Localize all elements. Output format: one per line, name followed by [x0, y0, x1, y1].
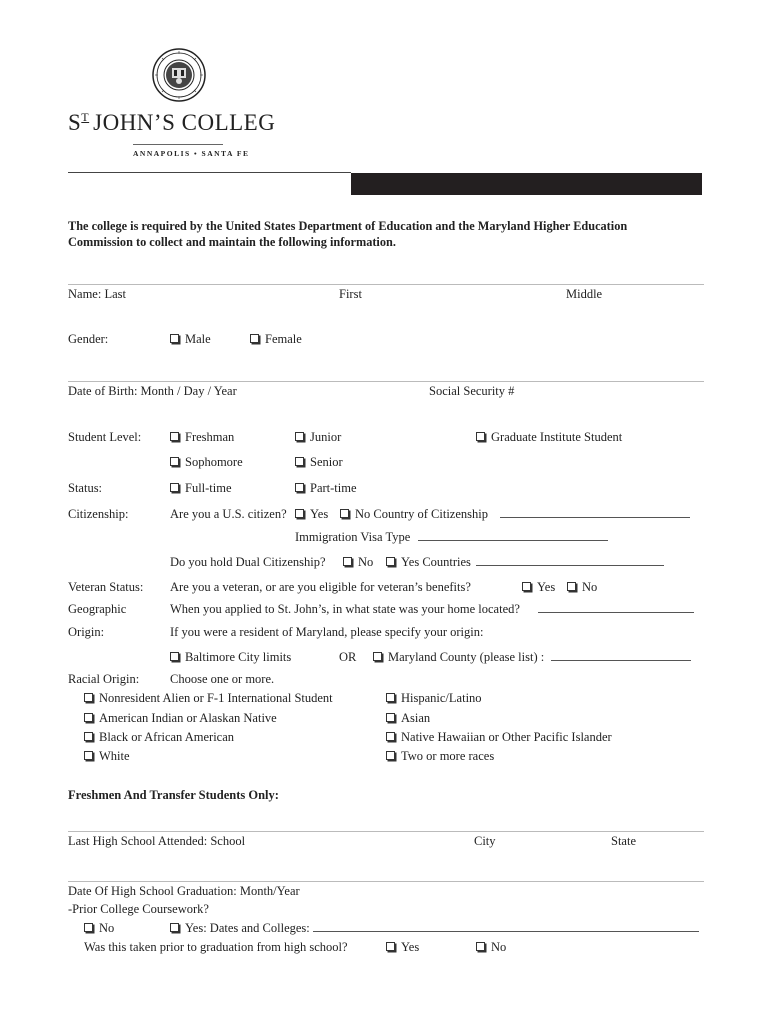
racial-origin-label: Racial Origin: [68, 672, 140, 686]
veteran-question: Are you a veteran, or are you eligible for veteran’s benefits? [170, 580, 471, 594]
school-rule [68, 831, 704, 832]
maryland-county-option[interactable]: Maryland County (please list) : [373, 650, 544, 665]
dual-citizenship-question: Do you hold Dual Citizenship? [170, 555, 326, 569]
name-last-label: Name: Last [68, 287, 126, 301]
level-junior-option[interactable]: Junior [295, 430, 341, 445]
racial-instruction: Choose one or more. [170, 672, 275, 686]
prior-no-option[interactable]: No [84, 921, 114, 936]
race-two-or-more-option[interactable]: Two or more races [386, 749, 494, 764]
checkbox-icon [343, 557, 352, 566]
home-state-question: When you applied to St. John’s, in what state was your home located? [170, 602, 520, 616]
race-american-indian-option[interactable]: American Indian or Alaskan Native [84, 711, 277, 726]
race-hispanic-option[interactable]: Hispanic/Latino [386, 691, 482, 706]
visa-type-field[interactable] [418, 540, 608, 541]
student-level-label: Student Level: [68, 430, 142, 444]
checkbox-icon [522, 582, 531, 591]
prior-yes-option[interactable]: Yes: Dates and Colleges: [170, 921, 310, 936]
level-senior-option[interactable]: Senior [295, 455, 343, 470]
header-bar [351, 173, 702, 195]
campuses: ANNAPOLIS • SANTA FE [133, 149, 250, 158]
intro-text: The college is required by the United States Department of Education and the Maryland Higher Education [68, 219, 628, 233]
prior-to-graduation-question: Was this taken prior to graduation from high school? [84, 940, 348, 954]
grad-rule [68, 881, 704, 882]
checkbox-icon [476, 432, 485, 441]
checkbox-icon [295, 457, 304, 466]
race-black-option[interactable]: Black or African American [84, 730, 234, 745]
gender-male-option[interactable]: Male [170, 332, 211, 347]
citizenship-label: Citizenship: [68, 507, 129, 521]
dual-no-option[interactable]: No [343, 555, 373, 570]
citizen-question: Are you a U.S. citizen? [170, 507, 287, 521]
college-seal [152, 48, 206, 102]
level-freshman-option[interactable]: Freshman [170, 430, 234, 445]
status-label: Status: [68, 481, 103, 495]
checkbox-icon [84, 713, 93, 722]
checkbox-icon [170, 432, 179, 441]
race-white-option[interactable]: White [84, 749, 130, 764]
checkbox-icon [170, 483, 179, 492]
checkbox-icon [386, 942, 395, 951]
checkbox-icon [295, 432, 304, 441]
state-label: State [611, 834, 636, 848]
checkbox-icon [476, 942, 485, 951]
maryland-question: If you were a resident of Maryland, please specify your origin: [170, 625, 484, 639]
veteran-no-option[interactable]: No [567, 580, 597, 595]
checkbox-icon [386, 693, 395, 702]
checkbox-icon [170, 652, 179, 661]
checkbox-icon [250, 334, 259, 343]
level-graduate-option[interactable]: Graduate Institute Student [476, 430, 622, 445]
citizen-yes-option[interactable]: Yes [295, 507, 328, 522]
checkbox-icon [295, 509, 304, 518]
gender-label: Gender: [68, 332, 109, 346]
race-asian-option[interactable]: Asian [386, 711, 430, 726]
origin-label: Origin: [68, 625, 105, 639]
checkbox-icon [170, 923, 179, 932]
name-rule [68, 284, 704, 285]
checkbox-icon [386, 713, 395, 722]
ssn-label: Social Security # [429, 384, 515, 398]
city-label: City [474, 834, 496, 848]
intro-text-2: Commission to collect and maintain the following information. [68, 235, 396, 249]
status-fulltime-option[interactable]: Full-time [170, 481, 232, 496]
geographic-label: Geographic [68, 602, 127, 616]
school-label: Last High School Attended: School [68, 834, 246, 848]
checkbox-icon [386, 732, 395, 741]
home-state-field[interactable] [538, 612, 694, 613]
or-label: OR [339, 650, 357, 664]
baltimore-option[interactable]: Baltimore City limits [170, 650, 291, 665]
checkbox-icon [84, 751, 93, 760]
dob-rule [68, 381, 704, 382]
header-rule [68, 172, 351, 173]
checkbox-icon [386, 751, 395, 760]
dates-colleges-field[interactable] [313, 931, 699, 932]
freshmen-heading: Freshmen And Transfer Students Only: [68, 788, 279, 802]
race-nonresident-option[interactable]: Nonresident Alien or F-1 International Student [84, 691, 333, 706]
college-name: $S^T$ JOHN’S COLLEG [68, 110, 276, 135]
checkbox-icon [386, 557, 395, 566]
visa-type-label: Immigration Visa Type [295, 530, 411, 544]
checkbox-icon [340, 509, 349, 518]
checkbox-icon [295, 483, 304, 492]
name-middle-label: Middle [566, 287, 603, 301]
dual-yes-option[interactable]: Yes Countries [386, 555, 471, 570]
header-divider [133, 144, 223, 145]
dual-countries-field[interactable] [476, 565, 664, 566]
name-first-label: First [339, 287, 362, 301]
checkbox-icon [84, 693, 93, 702]
checkbox-icon [567, 582, 576, 591]
checkbox-icon [170, 457, 179, 466]
veteran-yes-option[interactable]: Yes [522, 580, 555, 595]
checkbox-icon [170, 334, 179, 343]
checkbox-icon [84, 732, 93, 741]
prior-q-no-option[interactable]: No [476, 940, 506, 955]
gender-female-option[interactable]: Female [250, 332, 302, 347]
dob-label: Date of Birth: Month / Day / Year [68, 384, 237, 398]
status-parttime-option[interactable]: Part-time [295, 481, 357, 496]
race-pacific-islander-option[interactable]: Native Hawaiian or Other Pacific Islander [386, 730, 612, 745]
graduation-date-label: Date Of High School Graduation: Month/Year [68, 884, 300, 898]
maryland-county-field[interactable] [551, 660, 691, 661]
level-sophomore-option[interactable]: Sophomore [170, 455, 243, 470]
country-of-citizenship-field[interactable] [500, 517, 690, 518]
veteran-label: Veteran Status: [68, 580, 144, 594]
prior-coursework-label: -Prior College Coursework? [68, 902, 209, 916]
prior-q-yes-option[interactable]: Yes [386, 940, 419, 955]
checkbox-icon [373, 652, 382, 661]
checkbox-icon [84, 923, 93, 932]
citizen-no-option[interactable]: No Country of Citizenship [340, 507, 488, 522]
